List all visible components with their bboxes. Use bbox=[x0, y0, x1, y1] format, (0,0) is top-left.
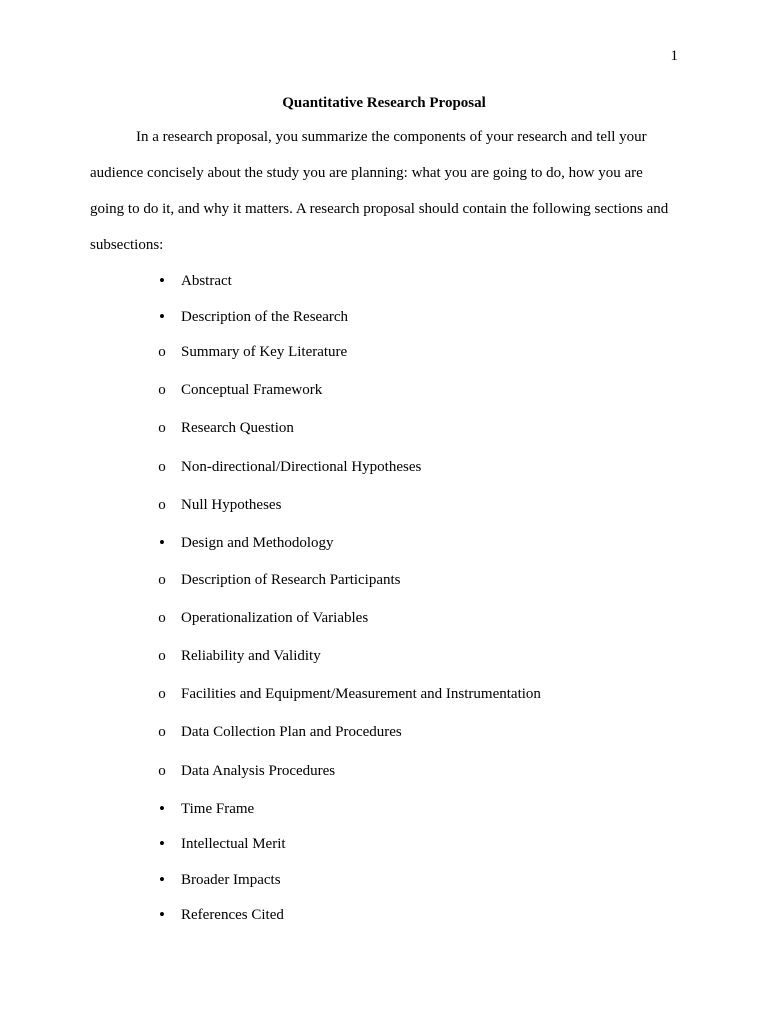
bullet-marker: • bbox=[159, 834, 165, 853]
bullet-marker: • bbox=[159, 307, 165, 326]
outline-item bbox=[0, 904, 768, 926]
intro-paragraph: In a research proposal, you summarize the components of your research and tell your audience concisely about the study you are planning: what you are going to do, how you are going to do it, and why it matters. A research proposal should contain the following sections and subsections: bbox=[90, 129, 669, 253]
outline-item bbox=[0, 379, 768, 401]
sub-bullet-marker: o bbox=[158, 344, 166, 360]
outline-item-text: Reliability and Validity bbox=[181, 648, 321, 664]
sub-bullet-marker: o bbox=[158, 497, 166, 513]
outline-item-text: Facilities and Equipment/Measurement and Instrumentation bbox=[181, 686, 541, 702]
outline-item-text: Data Analysis Procedures bbox=[181, 763, 336, 779]
outline-item bbox=[0, 721, 768, 743]
bullet-marker: • bbox=[159, 533, 165, 552]
sub-bullet-marker: o bbox=[158, 686, 166, 702]
outline-item-text: Null Hypotheses bbox=[181, 497, 282, 513]
outline-item-text: Operationalization of Variables bbox=[181, 610, 369, 626]
outline-item bbox=[0, 798, 768, 820]
sub-bullet-marker: o bbox=[158, 610, 166, 626]
outline-item-text: Non-directional/Directional Hypotheses bbox=[181, 459, 422, 475]
outline-item bbox=[0, 869, 768, 891]
sub-bullet-marker: o bbox=[158, 763, 166, 779]
outline-item bbox=[0, 456, 768, 478]
sub-bullet-marker: o bbox=[158, 724, 166, 740]
sub-bullet-marker: o bbox=[158, 420, 166, 436]
outline-item bbox=[0, 270, 768, 292]
sub-bullet-marker: o bbox=[158, 382, 166, 398]
page-number: 1 bbox=[670, 48, 678, 64]
outline-item-text: Broader Impacts bbox=[181, 872, 281, 888]
outline-item bbox=[0, 760, 768, 782]
outline-item-text: Intellectual Merit bbox=[181, 836, 286, 852]
bullet-marker: • bbox=[159, 799, 165, 818]
outline-item bbox=[0, 341, 768, 363]
outline-item-text: References Cited bbox=[181, 907, 284, 923]
outline-item bbox=[0, 417, 768, 439]
outline-item-text: Time Frame bbox=[181, 801, 255, 817]
outline-item-text: Research Question bbox=[181, 420, 294, 436]
outline-item-text: Description of Research Participants bbox=[181, 572, 401, 588]
sub-bullet-marker: o bbox=[158, 572, 166, 588]
outline-item-text: Description of the Research bbox=[181, 309, 349, 325]
outline-item-text: Design and Methodology bbox=[181, 535, 334, 551]
bullet-marker: • bbox=[159, 271, 165, 290]
sub-bullet-marker: o bbox=[158, 648, 166, 664]
outline-item bbox=[0, 683, 768, 705]
outline-item bbox=[0, 645, 768, 667]
outline-item-text: Summary of Key Literature bbox=[181, 344, 348, 360]
outline-item-text: Abstract bbox=[181, 273, 232, 289]
outline-item-text: Conceptual Framework bbox=[181, 382, 323, 398]
bullet-marker: • bbox=[159, 905, 165, 924]
outline-item bbox=[0, 607, 768, 629]
outline-item bbox=[0, 494, 768, 516]
outline-item bbox=[0, 306, 768, 328]
document-title: Quantitative Research Proposal bbox=[282, 95, 486, 111]
outline-item-text: Data Collection Plan and Procedures bbox=[181, 724, 402, 740]
outline-item bbox=[0, 532, 768, 554]
sub-bullet-marker: o bbox=[158, 459, 166, 475]
outline-item bbox=[0, 569, 768, 591]
outline-item bbox=[0, 833, 768, 855]
bullet-marker: • bbox=[159, 870, 165, 889]
